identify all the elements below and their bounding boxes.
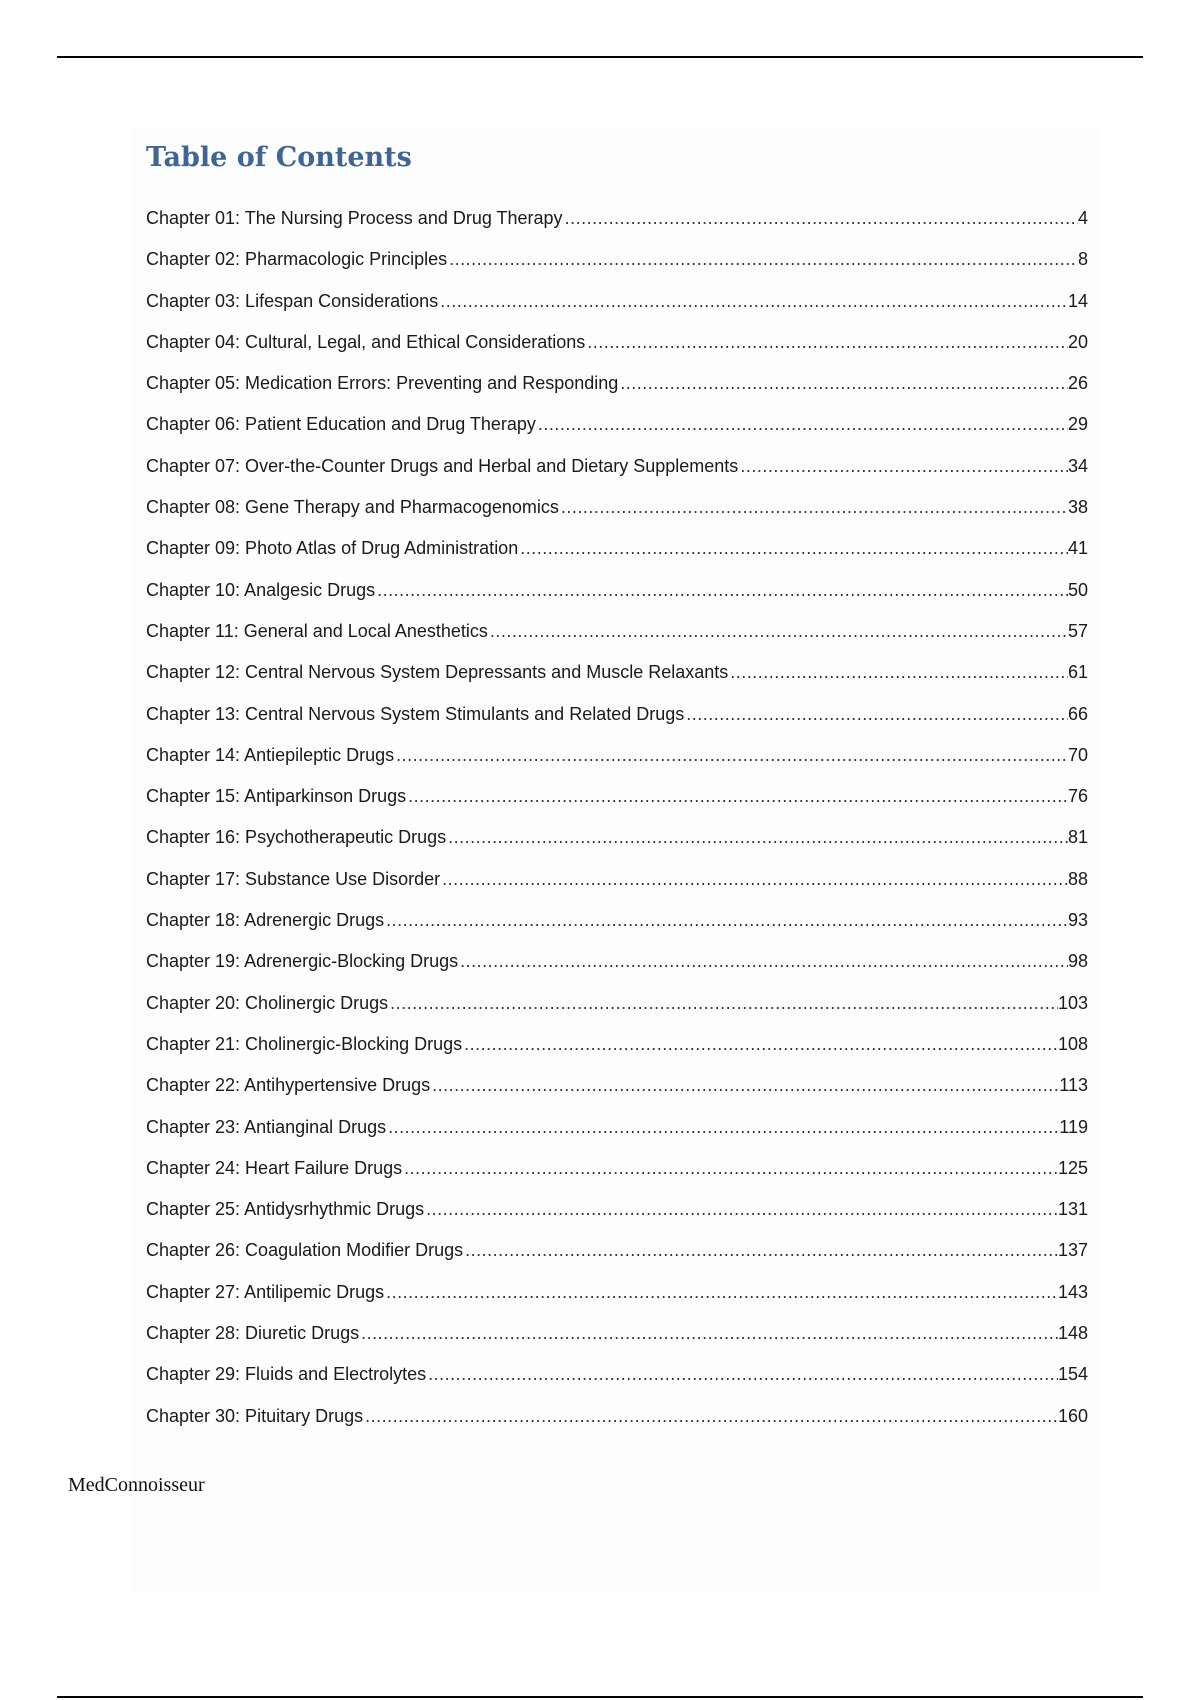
- toc-page-number: 160: [1057, 1405, 1088, 1426]
- toc-entry[interactable]: [146, 900, 1088, 941]
- toc-dot-leader: [359, 1313, 1058, 1354]
- toc-entry[interactable]: [146, 446, 1088, 487]
- toc-dot-leader: [447, 239, 1078, 280]
- toc-dot-leader: [363, 1396, 1058, 1437]
- toc-page-number: 41: [1067, 538, 1088, 559]
- toc-dot-leader: [386, 1107, 1059, 1148]
- toc-dot-leader: [430, 1065, 1059, 1106]
- toc-dot-leader: [402, 1148, 1058, 1189]
- toc-page-number: 143: [1057, 1281, 1088, 1302]
- toc-entry[interactable]: [146, 694, 1088, 735]
- toc-page-number: 98: [1067, 951, 1088, 972]
- toc-heading: Table of Contents: [146, 142, 412, 173]
- toc-entry-title: Chapter 21: Cholinergic-Blocking Drugs: [146, 1033, 463, 1054]
- toc-entry-title: Chapter 15: Antiparkinson Drugs: [146, 786, 407, 807]
- toc-dot-leader: [559, 487, 1068, 528]
- toc-entry-title: Chapter 28: Diuretic Drugs: [146, 1323, 360, 1344]
- toc-dot-leader: [438, 281, 1068, 322]
- toc-list: [146, 198, 1088, 1437]
- toc-dot-leader: [426, 1354, 1058, 1395]
- toc-entry-title: Chapter 03: Lifespan Considerations: [146, 290, 439, 311]
- toc-dot-leader: [462, 1024, 1058, 1065]
- toc-entry[interactable]: [146, 404, 1088, 445]
- toc-entry-title: Chapter 04: Cultural, Legal, and Ethical Considerations: [146, 331, 586, 352]
- toc-entry-title: Chapter 24: Heart Failure Drugs: [146, 1157, 403, 1178]
- toc-entry-title: Chapter 14: Antiepileptic Drugs: [146, 744, 395, 765]
- toc-dot-leader: [488, 611, 1068, 652]
- toc-entry-title: Chapter 27: Antilipemic Drugs: [146, 1281, 385, 1302]
- toc-entry-title: Chapter 23: Antianginal Drugs: [146, 1116, 387, 1137]
- toc-entry[interactable]: [146, 1024, 1088, 1065]
- toc-entry[interactable]: [146, 363, 1088, 404]
- toc-entry[interactable]: [146, 1148, 1088, 1189]
- toc-page-number: 103: [1057, 992, 1088, 1013]
- toc-dot-leader: [375, 570, 1068, 611]
- toc-entry-title: Chapter 02: Pharmacologic Principles: [146, 249, 448, 270]
- toc-dot-leader: [440, 859, 1068, 900]
- toc-entry-title: Chapter 17: Substance Use Disorder: [146, 868, 441, 889]
- toc-page-number: 93: [1067, 910, 1088, 931]
- toc-page-number: 29: [1067, 414, 1088, 435]
- toc-entry-title: Chapter 25: Antidysrhythmic Drugs: [146, 1199, 425, 1220]
- toc-dot-leader: [585, 322, 1068, 363]
- toc-entry[interactable]: [146, 611, 1088, 652]
- toc-entry[interactable]: [146, 198, 1088, 239]
- toc-dot-leader: [563, 198, 1078, 239]
- toc-page-number: 66: [1067, 703, 1088, 724]
- toc-entry-title: Chapter 30: Pituitary Drugs: [146, 1405, 364, 1426]
- toc-page-number: 8: [1077, 249, 1088, 270]
- toc-entry-title: Chapter 29: Fluids and Electrolytes: [146, 1364, 427, 1385]
- toc-page-number: 148: [1057, 1323, 1088, 1344]
- toc-entry-title: Chapter 19: Adrenergic-Blocking Drugs: [146, 951, 459, 972]
- toc-entry[interactable]: [146, 1189, 1088, 1230]
- toc-entry[interactable]: [146, 1396, 1088, 1437]
- toc-dot-leader: [388, 983, 1058, 1024]
- toc-dot-leader: [394, 735, 1068, 776]
- toc-dot-leader: [446, 817, 1068, 858]
- toc-entry[interactable]: [146, 1107, 1088, 1148]
- toc-dot-leader: [458, 941, 1068, 982]
- toc-page-number: 70: [1067, 744, 1088, 765]
- toc-entry[interactable]: [146, 1230, 1088, 1271]
- toc-page-number: 113: [1059, 1075, 1088, 1096]
- toc-page-number: 50: [1067, 579, 1088, 600]
- footer-rule: [57, 1696, 1143, 1698]
- toc-page-number: 61: [1067, 662, 1088, 683]
- toc-dot-leader: [738, 446, 1068, 487]
- toc-entry[interactable]: [146, 983, 1088, 1024]
- toc-entry[interactable]: [146, 322, 1088, 363]
- toc-entry-title: Chapter 10: Analgesic Drugs: [146, 579, 376, 600]
- toc-entry[interactable]: [146, 528, 1088, 569]
- toc-entry-title: Chapter 08: Gene Therapy and Pharmacogenomics: [146, 497, 559, 518]
- toc-page-number: 34: [1067, 455, 1088, 476]
- toc-page-number: 125: [1057, 1157, 1088, 1178]
- toc-entry[interactable]: [146, 239, 1088, 280]
- toc-entry-title: Chapter 01: The Nursing Process and Drug Therapy: [146, 208, 563, 228]
- toc-entry[interactable]: [146, 735, 1088, 776]
- toc-entry[interactable]: [146, 487, 1088, 528]
- toc-page-number: 26: [1067, 373, 1088, 394]
- toc-entry[interactable]: [146, 1065, 1088, 1106]
- toc-dot-leader: [384, 1272, 1058, 1313]
- toc-entry[interactable]: [146, 1313, 1088, 1354]
- toc-dot-leader: [518, 528, 1068, 569]
- toc-entry-title: Chapter 05: Medication Errors: Preventing and Responding: [146, 373, 619, 394]
- toc-dot-leader: [536, 404, 1068, 445]
- toc-entry-title: Chapter 12: Central Nervous System Depressants and Muscle Relaxants: [146, 662, 729, 683]
- toc-page-number: 57: [1067, 620, 1088, 641]
- toc-page-number: 119: [1059, 1116, 1088, 1137]
- toc-entry-title: Chapter 16: Psychotherapeutic Drugs: [146, 827, 447, 848]
- toc-entry[interactable]: [146, 570, 1088, 611]
- toc-page-number: 38: [1067, 497, 1088, 518]
- toc-entry-title: Chapter 06: Patient Education and Drug Therapy: [146, 414, 536, 435]
- toc-dot-leader: [684, 694, 1068, 735]
- toc-entry[interactable]: [146, 281, 1088, 322]
- toc-entry-title: Chapter 26: Coagulation Modifier Drugs: [146, 1240, 464, 1261]
- toc-page-number: 20: [1067, 331, 1088, 352]
- toc-page-number: 108: [1057, 1033, 1088, 1054]
- toc-dot-leader: [424, 1189, 1058, 1230]
- toc-page-number: 154: [1057, 1364, 1088, 1385]
- toc-entry-title: Chapter 11: General and Local Anesthetics: [146, 620, 488, 641]
- toc-entry[interactable]: [146, 776, 1088, 817]
- toc-page-number: 76: [1067, 786, 1088, 807]
- toc-entry[interactable]: [146, 652, 1088, 693]
- toc-entry[interactable]: [146, 859, 1088, 900]
- toc-entry-title: Chapter 22: Antihypertensive Drugs: [146, 1075, 431, 1096]
- toc-page-number: 131: [1057, 1199, 1088, 1220]
- toc-page-number: 4: [1077, 208, 1088, 228]
- toc-page-number: 88: [1067, 868, 1088, 889]
- toc-entry-title: Chapter 20: Cholinergic Drugs: [146, 992, 389, 1013]
- toc-page-number: 137: [1057, 1240, 1088, 1261]
- toc-entry[interactable]: [146, 1354, 1088, 1395]
- toc-dot-leader: [384, 900, 1068, 941]
- toc-entry[interactable]: [146, 941, 1088, 982]
- toc-page-number: 14: [1067, 290, 1088, 311]
- toc-entry-title: Chapter 18: Adrenergic Drugs: [146, 910, 385, 931]
- toc-dot-leader: [728, 652, 1068, 693]
- footer-brand: MedConnoisseur: [68, 1474, 205, 1496]
- toc-page-number: 81: [1067, 827, 1088, 848]
- toc-entry-title: Chapter 13: Central Nervous System Stimulants and Related Drugs: [146, 703, 685, 724]
- toc-entry-title: Chapter 07: Over-the-Counter Drugs and Herbal and Dietary Supplements: [146, 455, 739, 476]
- toc-entry-title: Chapter 09: Photo Atlas of Drug Administration: [146, 538, 519, 559]
- toc-dot-leader: [406, 776, 1068, 817]
- toc-entry[interactable]: [146, 1272, 1088, 1313]
- toc-dot-leader: [463, 1230, 1058, 1271]
- toc-dot-leader: [618, 363, 1068, 404]
- toc-entry[interactable]: [146, 817, 1088, 858]
- header-rule: [57, 56, 1143, 58]
